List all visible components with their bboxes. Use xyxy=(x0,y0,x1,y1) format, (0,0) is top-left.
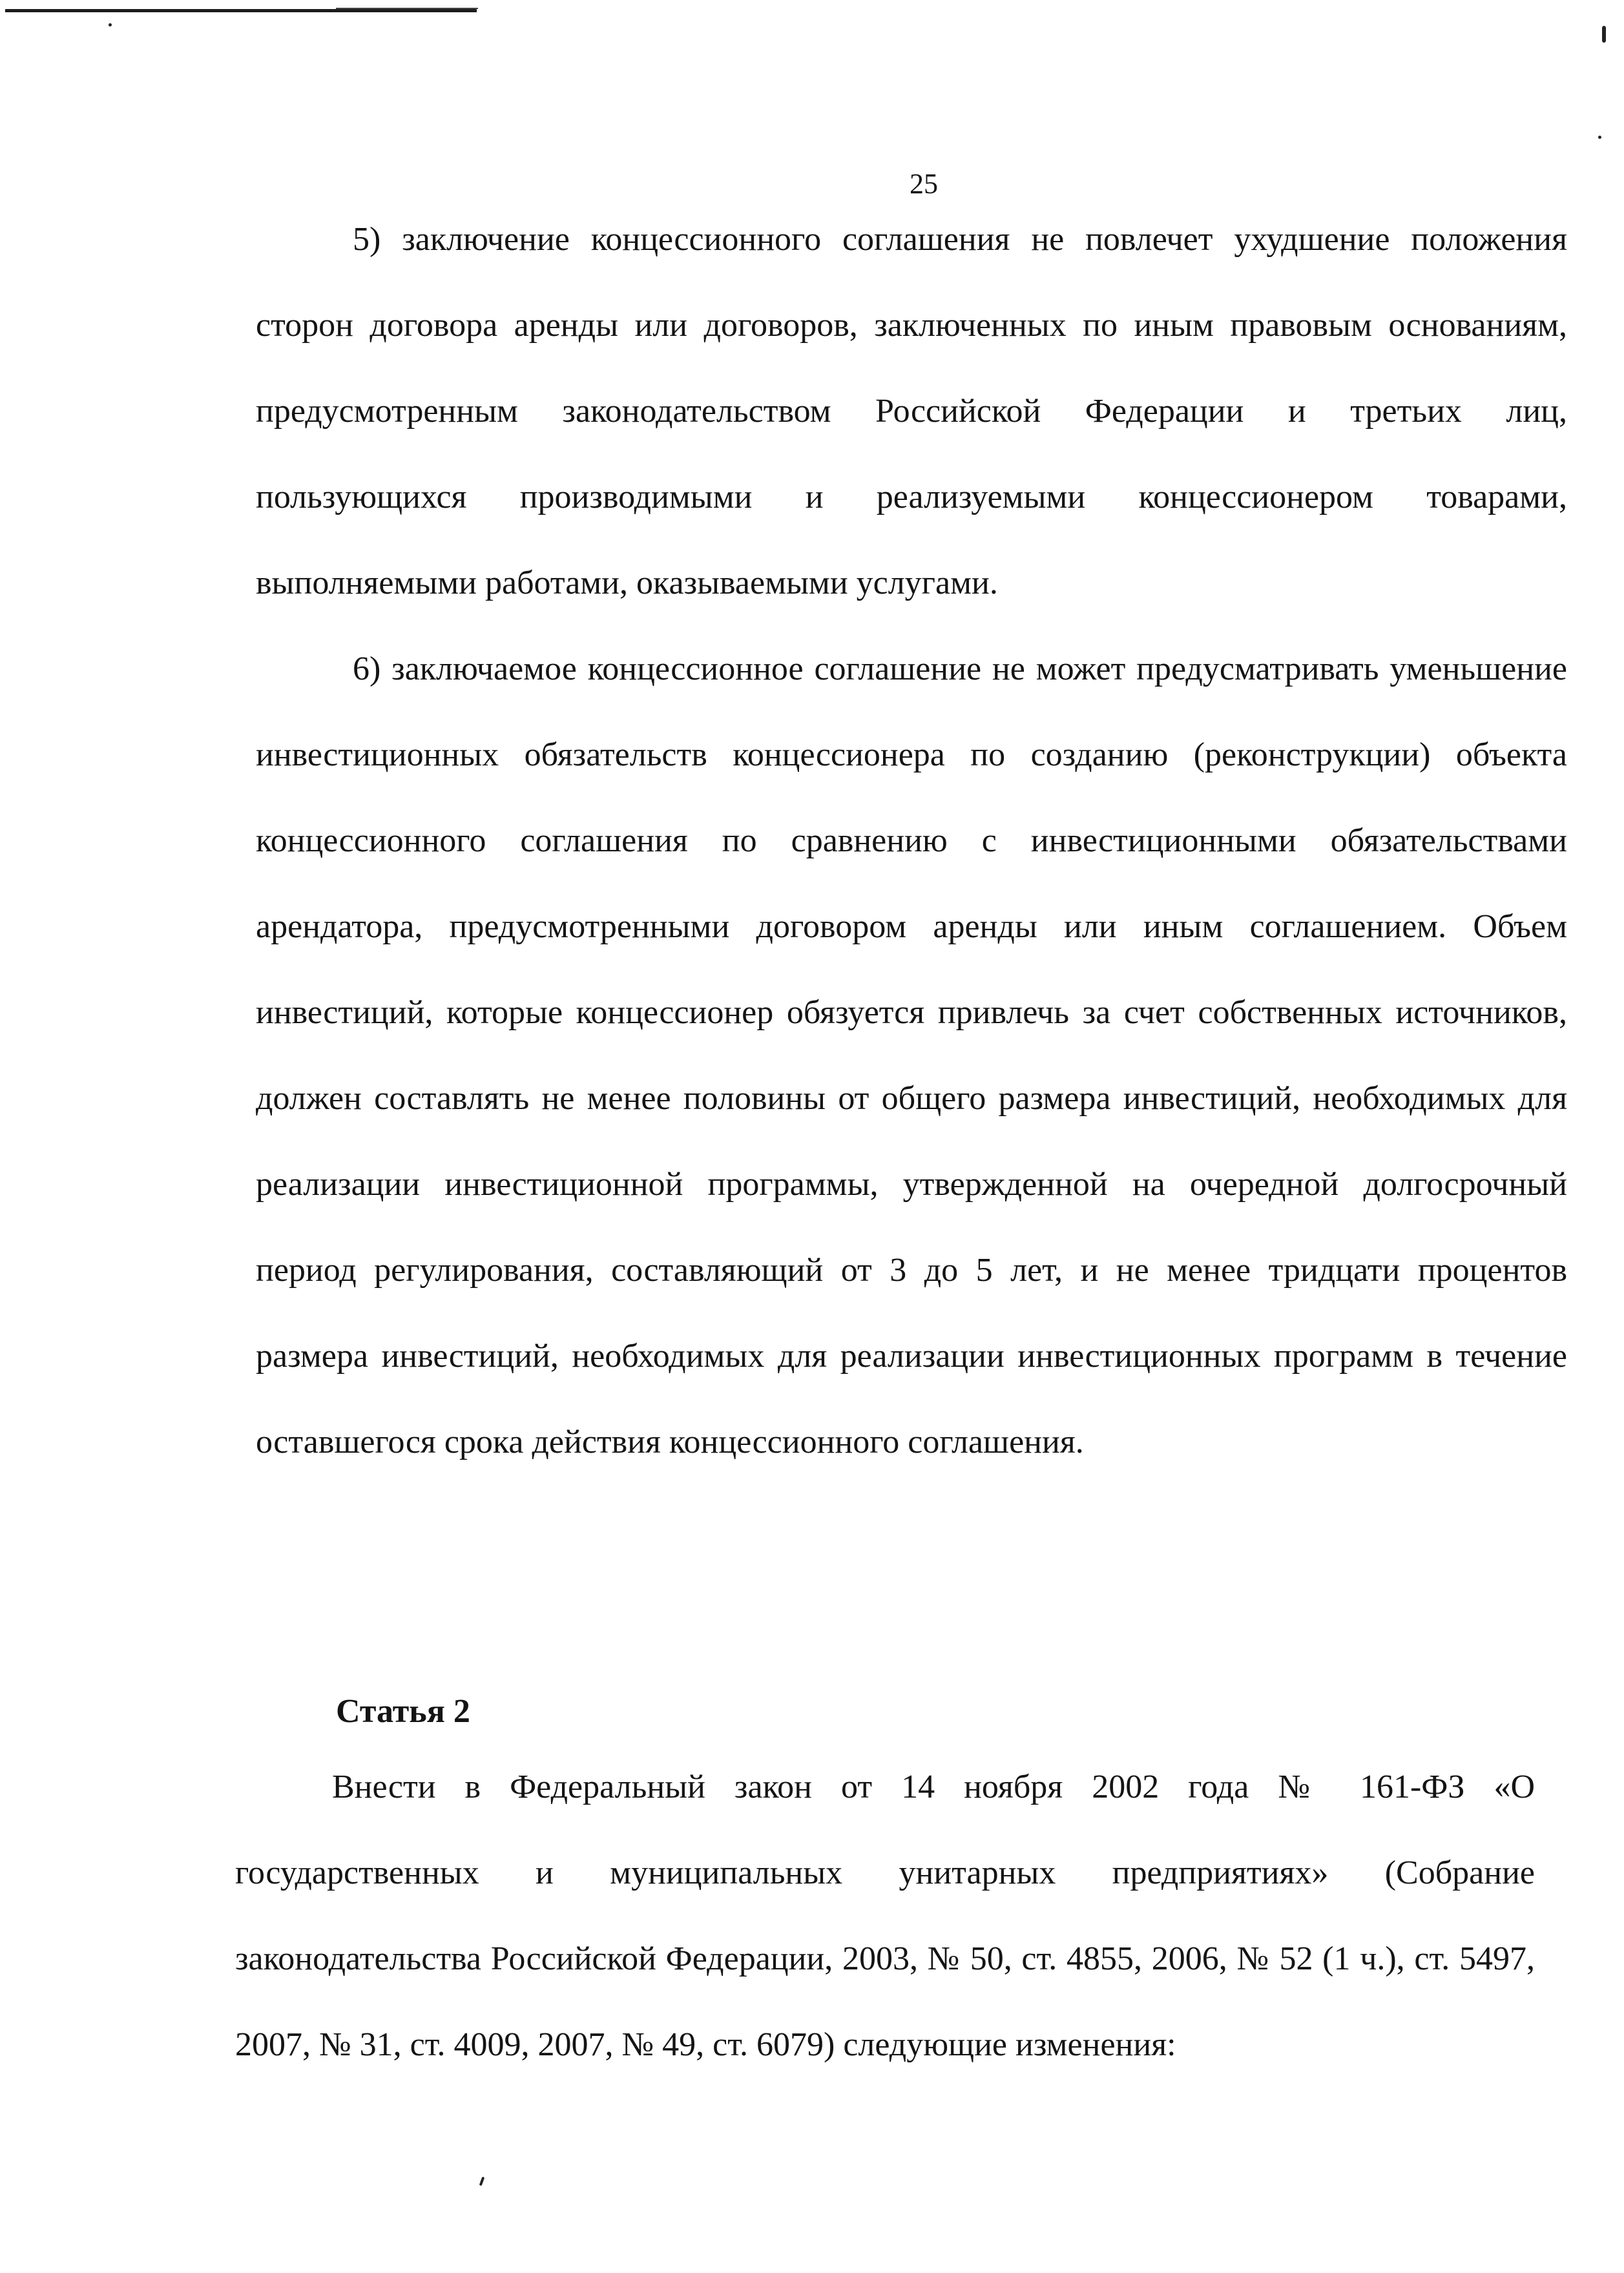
body-text xyxy=(256,196,1567,1485)
page-number: 25 xyxy=(910,168,938,200)
scan-top-rule-thin xyxy=(336,8,478,9)
article-paragraph: Внести в Федеральный закон от 14 ноября 2002 года № 161-ФЗ «О государственных и муниципальных унитарных предприятиях» (Собрание законодательства Российской Федерации, 2003, № 50, ст. 4855, 2006, № 52 (1 ч.), ст. 5497, 2007, № 31, ст. 4009, 2007, № 49, ст. 6079) следующие изменения: xyxy=(235,1769,1535,2063)
scan-top-rule xyxy=(5,9,477,12)
article-body xyxy=(235,1744,1535,2088)
scan-speck xyxy=(1602,26,1606,43)
scan-speck xyxy=(109,23,112,26)
paragraph-item-5: 5) заключение концессионного соглашения не повлечет ухудшение положения сторон договора аренды или договоров, заключенных по иным правовым основаниям, предусмотренным законодательством Российской Федерации и третьих лиц, пользующихся производимыми и реализуемыми концессионером товарами, выполняемыми работами, оказываемыми услугами. xyxy=(256,221,1567,601)
scan-speck xyxy=(479,2177,485,2186)
article-heading: Статья 2 xyxy=(336,1693,470,1730)
scan-speck xyxy=(1598,136,1601,139)
paragraph-item-6: 6) заключаемое концессионное соглашение не может предусматривать уменьшение инвестиционных обязательств концессионера по созданию (реконструкции) объекта концессионного соглашения по сравнению с инвестиционными обязательствами арендатора, предусмотренными договором аренды или иным соглашением. Объем инвестиций, которые концессионер обязуется привлечь за счет собственных источников, должен составлять не менее половины от общего размера инвестиций, необходимых для реализации инвестиционной программы, утвержденной на очередной долгосрочный период регулирования, составляющий от 3 до 5 лет, и не менее тридцати процентов размера инвестиций, необходимых для реализации инвестиционных программ в течение оставшегося срока действия концессионного соглашения. xyxy=(256,650,1567,1460)
